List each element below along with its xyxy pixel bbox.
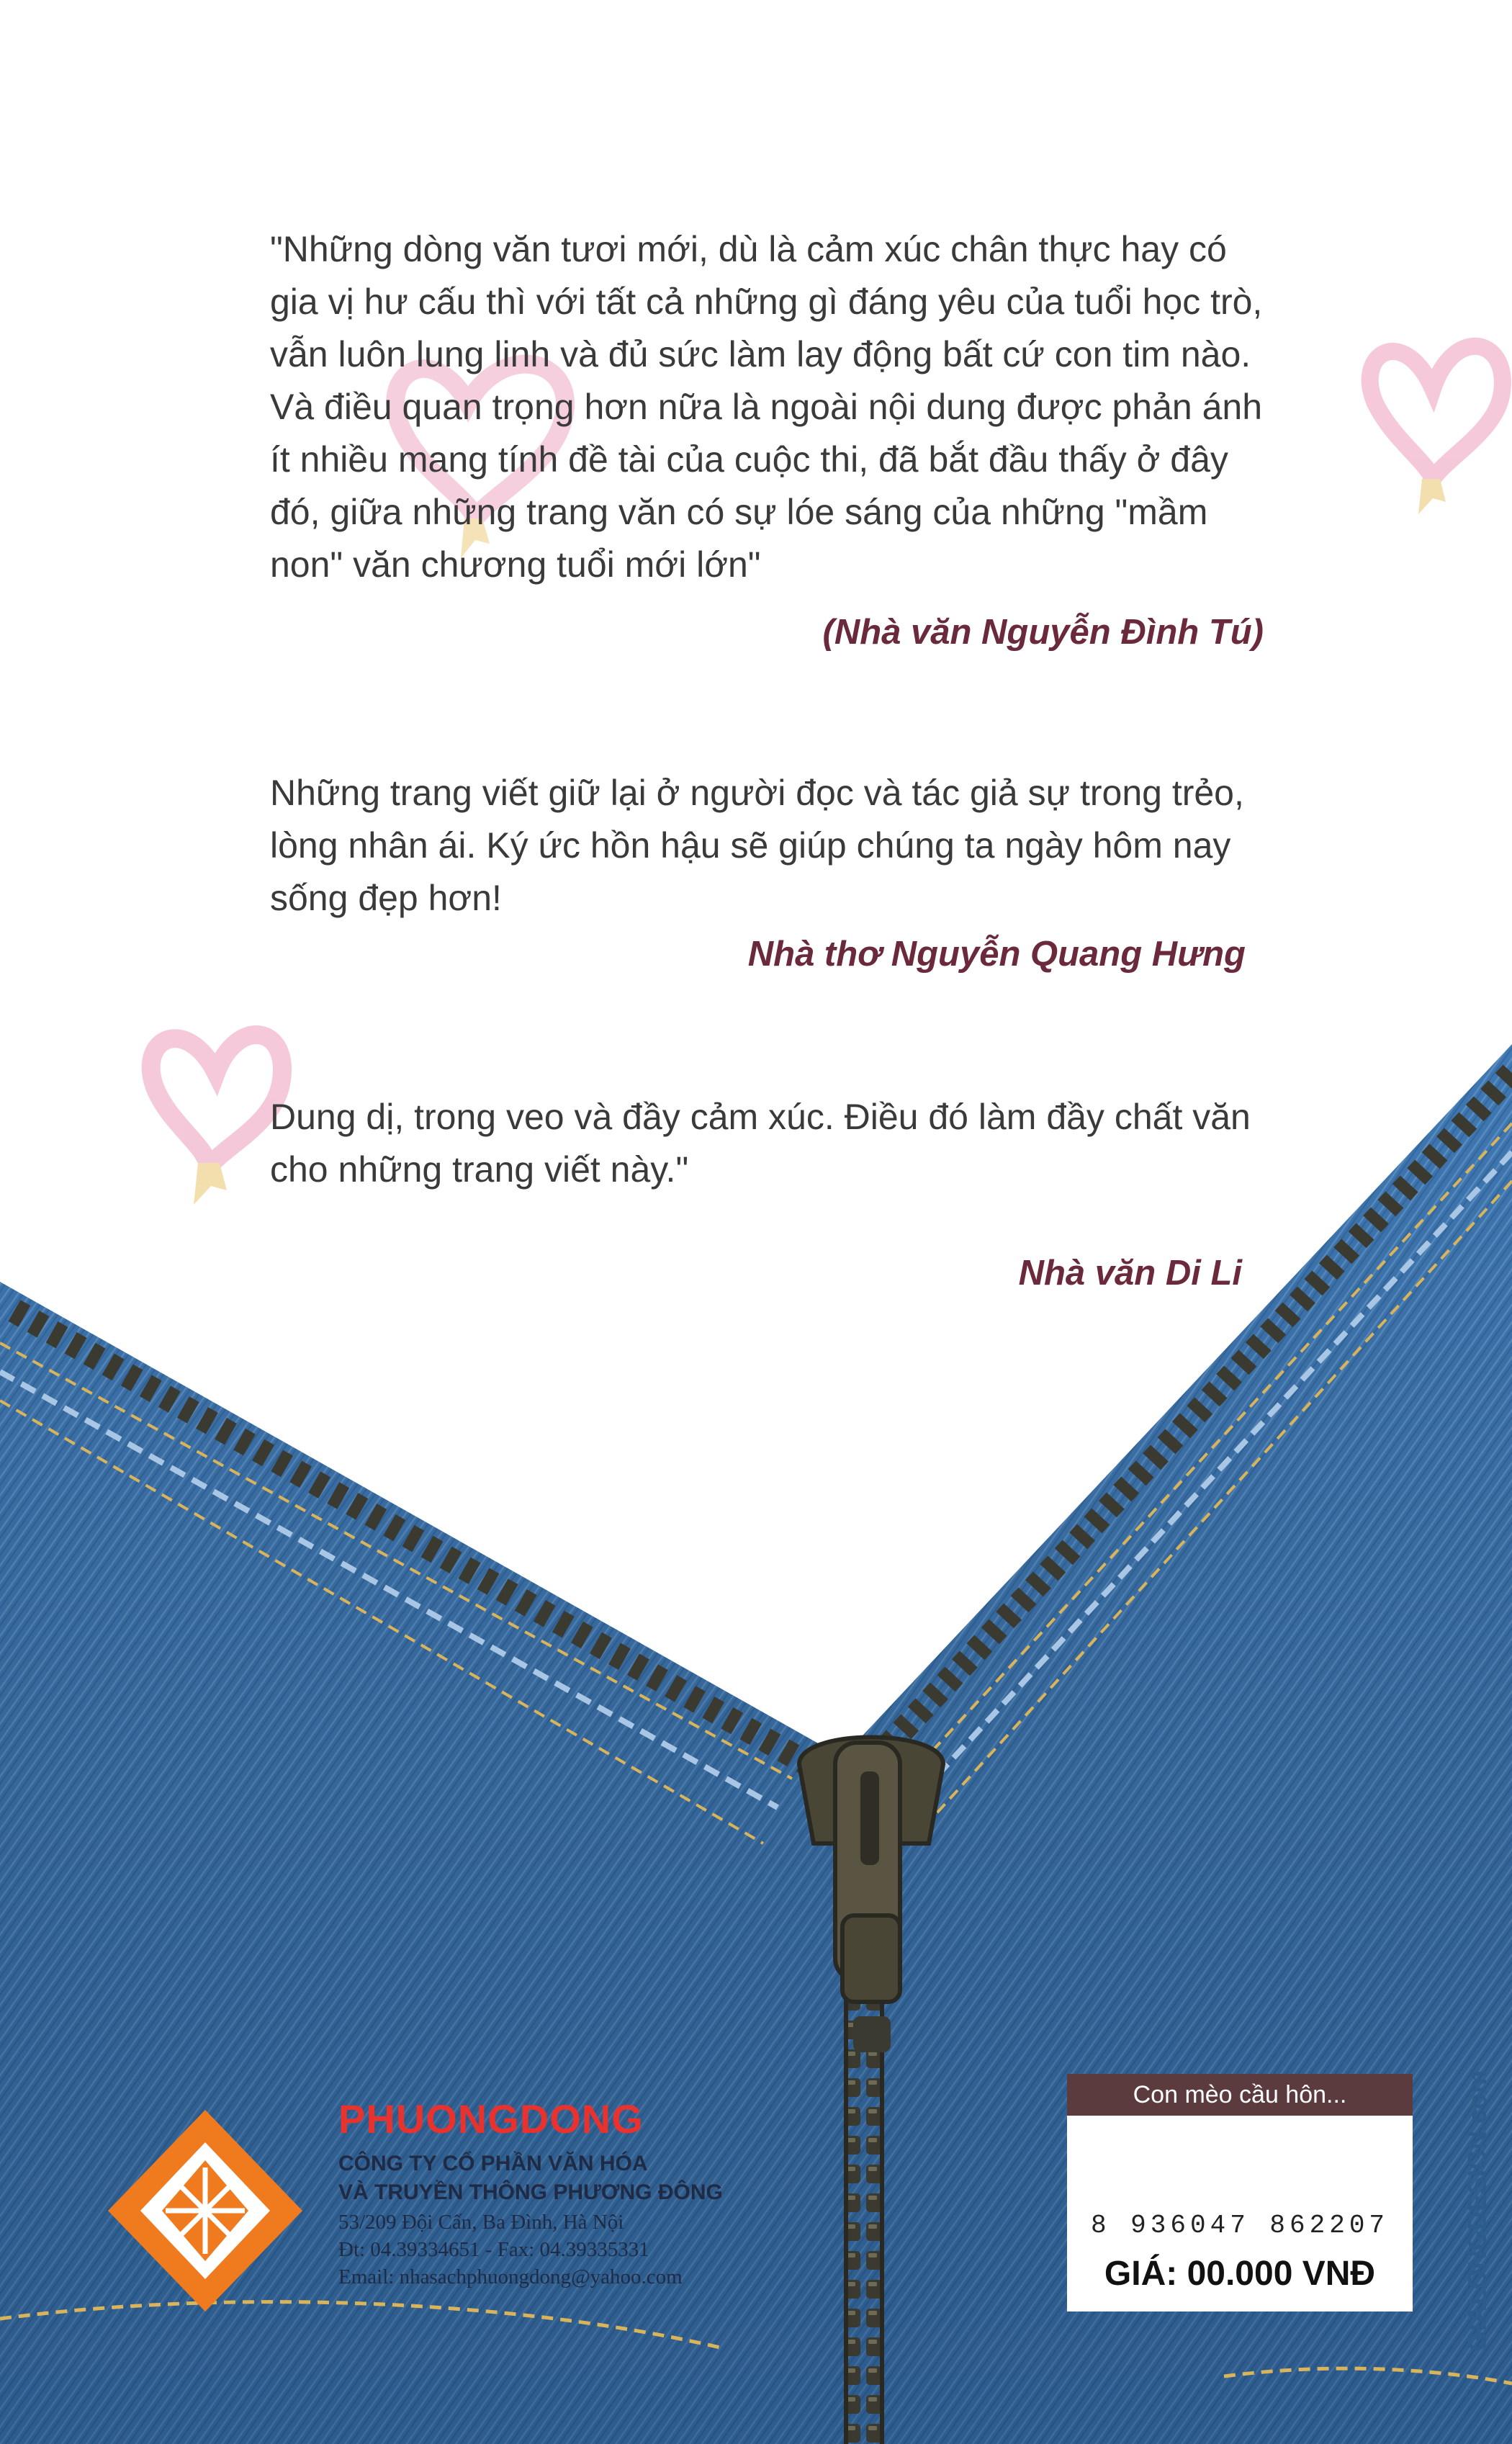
publisher-info xyxy=(108,2095,828,2326)
quote-1-author: (Nhà văn Nguyễn Đình Tú) xyxy=(822,613,1264,652)
designer-credit-text: GIALONGDESIGN.com xyxy=(1462,2070,1492,2352)
quote-2 xyxy=(270,767,1321,925)
quote-line: đó, giữa những trang văn có sự lóe sáng của những "mầm xyxy=(270,492,1208,532)
quote-2-author: Nhà thơ Nguyễn Quang Hưng xyxy=(747,935,1246,974)
price-label: GIÁ: 00.000 VNĐ xyxy=(1067,2247,1413,2301)
quote-line: Những trang viết giữ lại ở người đọc và tác giả sự trong trẻo, xyxy=(270,773,1244,813)
quote-3 xyxy=(270,1091,1321,1196)
heart-decoration-top-right xyxy=(1370,346,1503,514)
barcode-title: Con mèo cầu hôn... xyxy=(1067,2074,1413,2116)
quote-line: ít nhiều mang tính đề tài của cuộc thi, đã bắt đầu thấy ở đây xyxy=(270,439,1228,480)
publisher-brand: PHUONGDONG xyxy=(338,2096,644,2142)
quote-line: "Những dòng văn tươi mới, dù là cảm xúc chân thực hay có xyxy=(270,229,1227,269)
designer-credit xyxy=(1449,2070,1506,2352)
quote-line: Và điều quan trọng hơn nữa là ngoài nội dung được phản ánh xyxy=(270,387,1263,427)
publisher-company-line1: CÔNG TY CỔ PHẦN VĂN HÓA xyxy=(338,2152,648,2175)
publisher-phone: Đt: 04.39334651 - Fax: 04.39335331 xyxy=(338,2238,649,2261)
publisher-address: 53/209 Đội Cấn, Ba Đình, Hà Nội xyxy=(338,2211,624,2234)
quote-line: lòng nhân ái. Ký ức hồn hậu sẽ giúp chúng ta ngày hôm nay xyxy=(270,825,1231,866)
publisher-company-line2: VÀ TRUYỀN THÔNG PHƯƠNG ĐÔNG xyxy=(338,2180,723,2204)
quote-1 xyxy=(270,223,1321,591)
quote-line: vẫn luôn lung linh và đủ sức làm lay động bất cứ con tim nào. xyxy=(270,334,1251,374)
barcode-digits: 8 936047 862207 xyxy=(1090,2211,1390,2240)
quote-line: sống đẹp hơn! xyxy=(270,878,502,918)
quote-line: non" văn chương tuổi mới lớn" xyxy=(270,544,761,585)
quote-3-author: Nhà văn Di Li xyxy=(1018,1254,1242,1293)
quote-line: gia vị hư cấu thì với tất cả những gì đáng yêu của tuổi học trò, xyxy=(270,282,1263,322)
heart-decoration-mid-left xyxy=(151,1035,282,1205)
quote-line: Dung dị, trong veo và đầy cảm xúc. Điều đó làm đầy chất văn xyxy=(270,1097,1251,1137)
quote-line: cho những trang viết này." xyxy=(270,1149,689,1190)
publisher-email: Email: nhasachphuongdong@yahoo.com xyxy=(338,2265,683,2288)
